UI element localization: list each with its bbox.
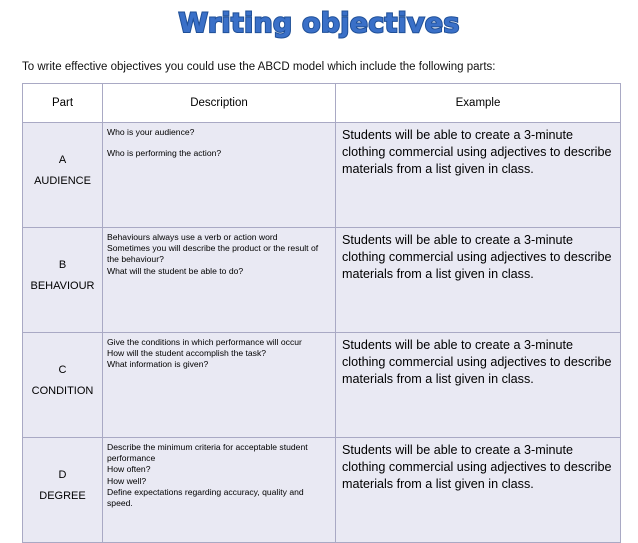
description-line: What information is given? bbox=[107, 359, 209, 370]
part-name: CONDITION bbox=[31, 384, 94, 397]
part-name: BEHAVIOUR bbox=[30, 279, 95, 292]
description-line: Who is your audience? bbox=[107, 127, 195, 137]
description-line: Define expectations regarding accuracy, quality and speed. bbox=[107, 486, 304, 508]
example-cell: Students will be able to create a 3-minute clothing commercial using adjectives to describe materials from a list given in class. bbox=[336, 228, 621, 333]
header-example: Example bbox=[336, 84, 621, 123]
part-cell bbox=[23, 123, 103, 228]
table-row-condition bbox=[23, 333, 621, 438]
example-cell: Students will be able to create a 3-minute clothing commercial using adjectives to describe materials from a list given in class. bbox=[336, 123, 621, 228]
part-name: AUDIENCE bbox=[34, 174, 91, 187]
intro-text: To write effective objectives you could use the ABCD model which include the following parts: bbox=[22, 61, 496, 73]
description-line: How often? bbox=[107, 464, 151, 475]
description-cell bbox=[103, 123, 336, 228]
description-line: How well? bbox=[107, 475, 147, 486]
description-cell bbox=[103, 228, 336, 333]
page-title: Writing objectives bbox=[178, 8, 460, 39]
table-header-row bbox=[23, 84, 621, 123]
description-line: Behaviours always use a verb or action word bbox=[107, 232, 278, 242]
header-part: Part bbox=[23, 84, 103, 123]
example-cell: Students will be able to create a 3-minute clothing commercial using adjectives to describe materials from a list given in class. bbox=[336, 438, 621, 543]
table-row-audience bbox=[23, 123, 621, 228]
part-letter: A bbox=[58, 154, 67, 166]
description-line: How will the student accomplish the task? bbox=[107, 348, 267, 359]
table-row-degree bbox=[23, 438, 621, 543]
part-cell bbox=[23, 438, 103, 543]
description-line: Sometimes you will describe the product or the result of the behaviour? bbox=[107, 243, 319, 265]
description-line: Describe the minimum criteria for acceptable student performance bbox=[107, 442, 308, 464]
abcd-table bbox=[22, 83, 621, 543]
part-letter: D bbox=[58, 469, 67, 481]
header-description: Description bbox=[103, 84, 336, 123]
description-cell bbox=[103, 333, 336, 438]
part-letter: B bbox=[58, 259, 67, 271]
description-line: What will the student be able to do? bbox=[107, 265, 244, 276]
table-row-behaviour bbox=[23, 228, 621, 333]
example-cell: Students will be able to create a 3-minute clothing commercial using adjectives to describe materials from a list given in class. bbox=[336, 333, 621, 438]
description-cell bbox=[103, 438, 336, 543]
description-line: Give the conditions in which performance will occur bbox=[107, 337, 302, 347]
part-name: DEGREE bbox=[39, 489, 86, 502]
part-letter: C bbox=[58, 364, 67, 376]
part-cell bbox=[23, 333, 103, 438]
part-cell bbox=[23, 228, 103, 333]
description-line: Who is performing the action? bbox=[107, 148, 222, 159]
